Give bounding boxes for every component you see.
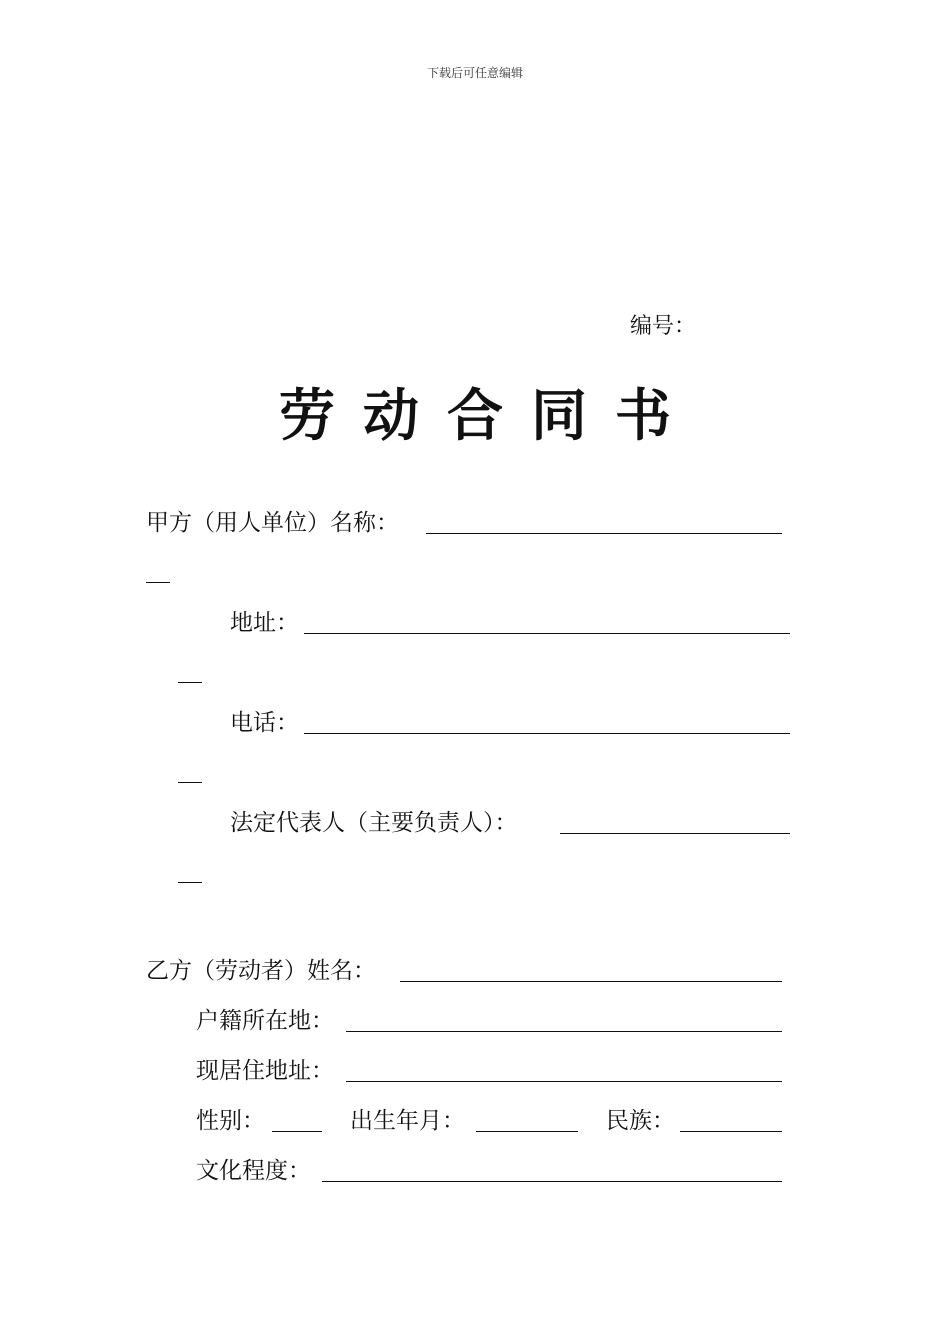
serial-number-label: 编号： [630, 314, 697, 339]
document-title: 劳动合同书 [279, 384, 699, 449]
party-b-name-label: 乙方（劳动者）姓名： [146, 958, 376, 984]
party-a-address-label: 地址： [230, 610, 299, 636]
party-b-household-label: 户籍所在地： [196, 1008, 334, 1034]
party-a-phone-label: 电话： [230, 710, 299, 736]
party-b-residence-label: 现居住地址： [196, 1058, 334, 1084]
party-a-legal-rep-field[interactable] [560, 833, 790, 834]
party-b-gender-label: 性别： [196, 1108, 265, 1134]
party-b-household-field[interactable] [346, 1031, 782, 1032]
party-b-birth-label: 出生年月： [350, 1108, 465, 1134]
party-a-name-field[interactable] [426, 533, 782, 534]
party-a-phone-field-continuation [178, 782, 202, 783]
party-a-name-label: 甲方（用人单位）名称： [146, 510, 399, 536]
party-a-phone-field[interactable] [304, 733, 790, 734]
party-b-education-label: 文化程度： [196, 1158, 311, 1184]
download-notice: 下载后可任意编辑 [426, 66, 523, 80]
party-b-ethnicity-field[interactable] [680, 1131, 782, 1132]
party-a-name-field-continuation [146, 582, 170, 583]
party-a-address-field[interactable] [304, 633, 790, 634]
party-b-residence-field[interactable] [346, 1081, 782, 1082]
party-b-education-field[interactable] [322, 1181, 782, 1182]
party-a-address-field-continuation [178, 682, 202, 683]
party-a-legal-rep-field-continuation [178, 882, 202, 883]
party-a-legal-rep-label: 法定代表人（主要负责人）： [230, 810, 518, 836]
party-b-birth-field[interactable] [476, 1131, 578, 1132]
party-b-name-field[interactable] [400, 981, 782, 982]
party-b-gender-field[interactable] [272, 1131, 322, 1132]
party-b-ethnicity-label: 民族： [606, 1108, 675, 1134]
